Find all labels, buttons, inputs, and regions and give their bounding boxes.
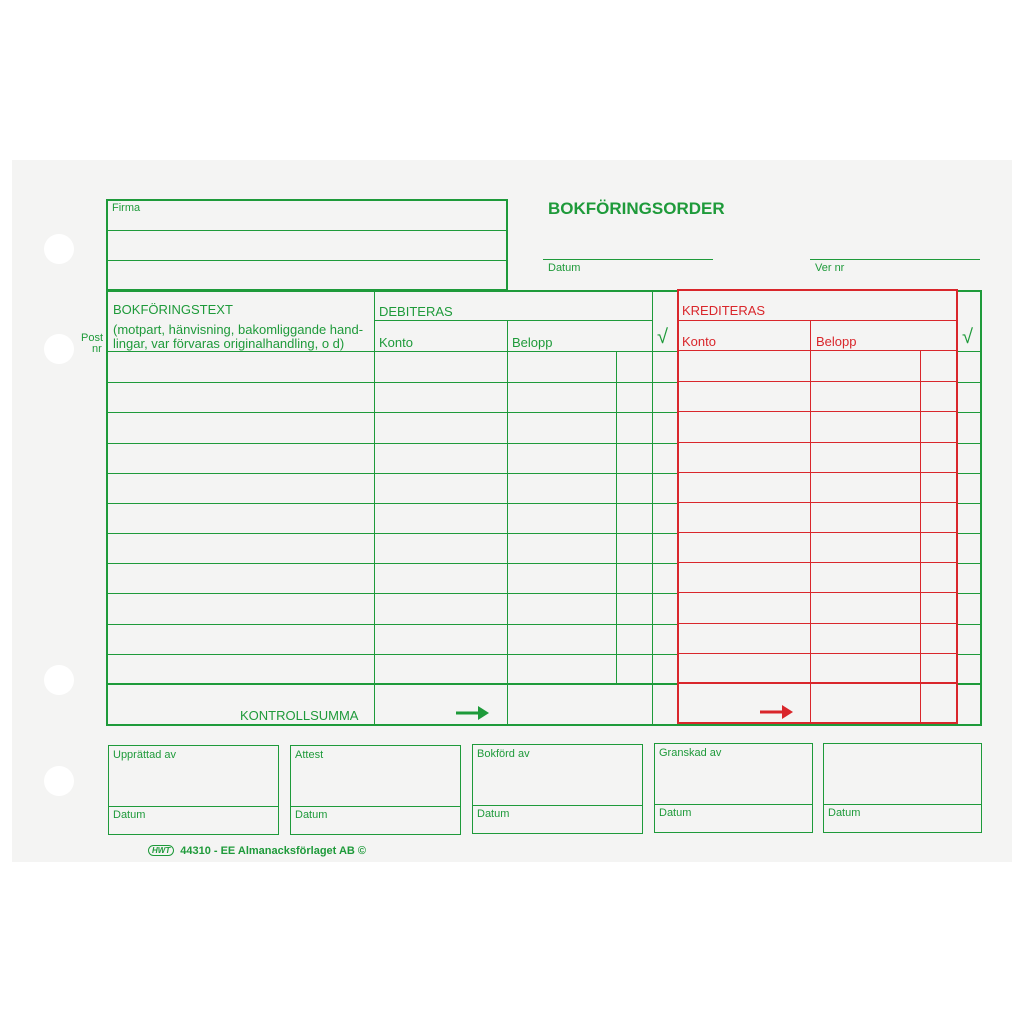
punch-hole bbox=[44, 234, 74, 264]
credit-row-line bbox=[679, 472, 956, 473]
debit-konto-label: Konto bbox=[379, 335, 413, 350]
credit-konto-label: Konto bbox=[682, 334, 716, 349]
footer bbox=[148, 845, 366, 857]
publisher-logo: HWT bbox=[148, 845, 174, 856]
punch-hole bbox=[44, 766, 74, 796]
debit-header: DEBITERAS bbox=[379, 304, 453, 319]
column-divider bbox=[374, 291, 375, 725]
debit-header-divider bbox=[375, 320, 653, 321]
ver-nr-line[interactable] bbox=[810, 259, 980, 260]
post-label: Post bbox=[81, 332, 104, 344]
signature-box-extra[interactable] bbox=[823, 743, 982, 833]
signature-title: Upprättad av bbox=[113, 749, 176, 761]
credit-row-line bbox=[679, 502, 956, 503]
credit-header-bottom bbox=[679, 350, 956, 351]
text-header: BOKFÖRINGSTEXT bbox=[113, 302, 233, 317]
signature-date-label: Datum bbox=[659, 807, 692, 819]
debit-belopp-label: Belopp bbox=[512, 335, 553, 350]
kontrollsumma-label: KONTROLLSUMMA bbox=[240, 708, 359, 723]
ver-nr-label: Ver nr bbox=[815, 262, 845, 274]
signature-box-attest[interactable] bbox=[290, 745, 461, 835]
signature-title: Granskad av bbox=[659, 747, 722, 759]
arrow-right-icon bbox=[760, 704, 794, 720]
footer-text: 44310 - EE Almanacksförlaget AB © bbox=[180, 845, 367, 857]
signature-date-label: Datum bbox=[295, 809, 328, 821]
text-sub-2: lingar, var förvaras originalhandling, o d) bbox=[113, 336, 345, 351]
signature-divider bbox=[824, 804, 981, 805]
signature-divider bbox=[291, 806, 460, 807]
credit-control-sum-line bbox=[679, 682, 956, 684]
signature-title: Attest bbox=[295, 749, 324, 761]
check-mark-icon: √ bbox=[962, 326, 973, 348]
datum-label: Datum bbox=[548, 262, 581, 274]
signature-box-bokford[interactable] bbox=[472, 744, 643, 834]
column-divider bbox=[652, 291, 653, 725]
signature-divider bbox=[655, 804, 812, 805]
signature-title: Bokförd av bbox=[477, 748, 530, 760]
column-divider bbox=[616, 352, 617, 684]
text-sub-1: (motpart, hänvisning, bakomliggande hand- bbox=[113, 322, 364, 337]
credit-belopp-label: Belopp bbox=[816, 334, 857, 349]
arrow-right-icon bbox=[456, 705, 490, 721]
firma-line bbox=[107, 230, 507, 231]
credit-row-line bbox=[679, 411, 956, 412]
credit-row-line bbox=[679, 442, 956, 443]
datum-line[interactable] bbox=[543, 259, 713, 260]
credit-row-line bbox=[679, 381, 956, 382]
signature-date-label: Datum bbox=[828, 807, 861, 819]
firma-label: Firma bbox=[112, 202, 141, 214]
signature-box-granskad[interactable] bbox=[654, 743, 813, 833]
firma-line bbox=[107, 260, 507, 261]
credit-row-line bbox=[679, 623, 956, 624]
signature-box-upprattad[interactable] bbox=[108, 745, 279, 835]
check-mark-icon: √ bbox=[657, 326, 668, 348]
firma-box[interactable] bbox=[106, 199, 508, 291]
credit-row-line bbox=[679, 592, 956, 593]
credit-header-divider bbox=[679, 320, 956, 321]
credit-section bbox=[677, 289, 958, 724]
credit-row-line bbox=[679, 653, 956, 654]
credit-row-line bbox=[679, 532, 956, 533]
credit-column-divider bbox=[920, 351, 921, 722]
nr-label: nr bbox=[92, 343, 102, 355]
credit-header: KREDITERAS bbox=[682, 303, 766, 318]
signature-divider bbox=[109, 806, 278, 807]
signature-date-label: Datum bbox=[113, 809, 146, 821]
form-title: BOKFÖRINGSORDER bbox=[548, 199, 725, 218]
credit-row-line bbox=[679, 562, 956, 563]
punch-hole bbox=[44, 665, 74, 695]
signature-divider bbox=[473, 805, 642, 806]
punch-hole bbox=[44, 334, 74, 364]
signature-date-label: Datum bbox=[477, 808, 510, 820]
